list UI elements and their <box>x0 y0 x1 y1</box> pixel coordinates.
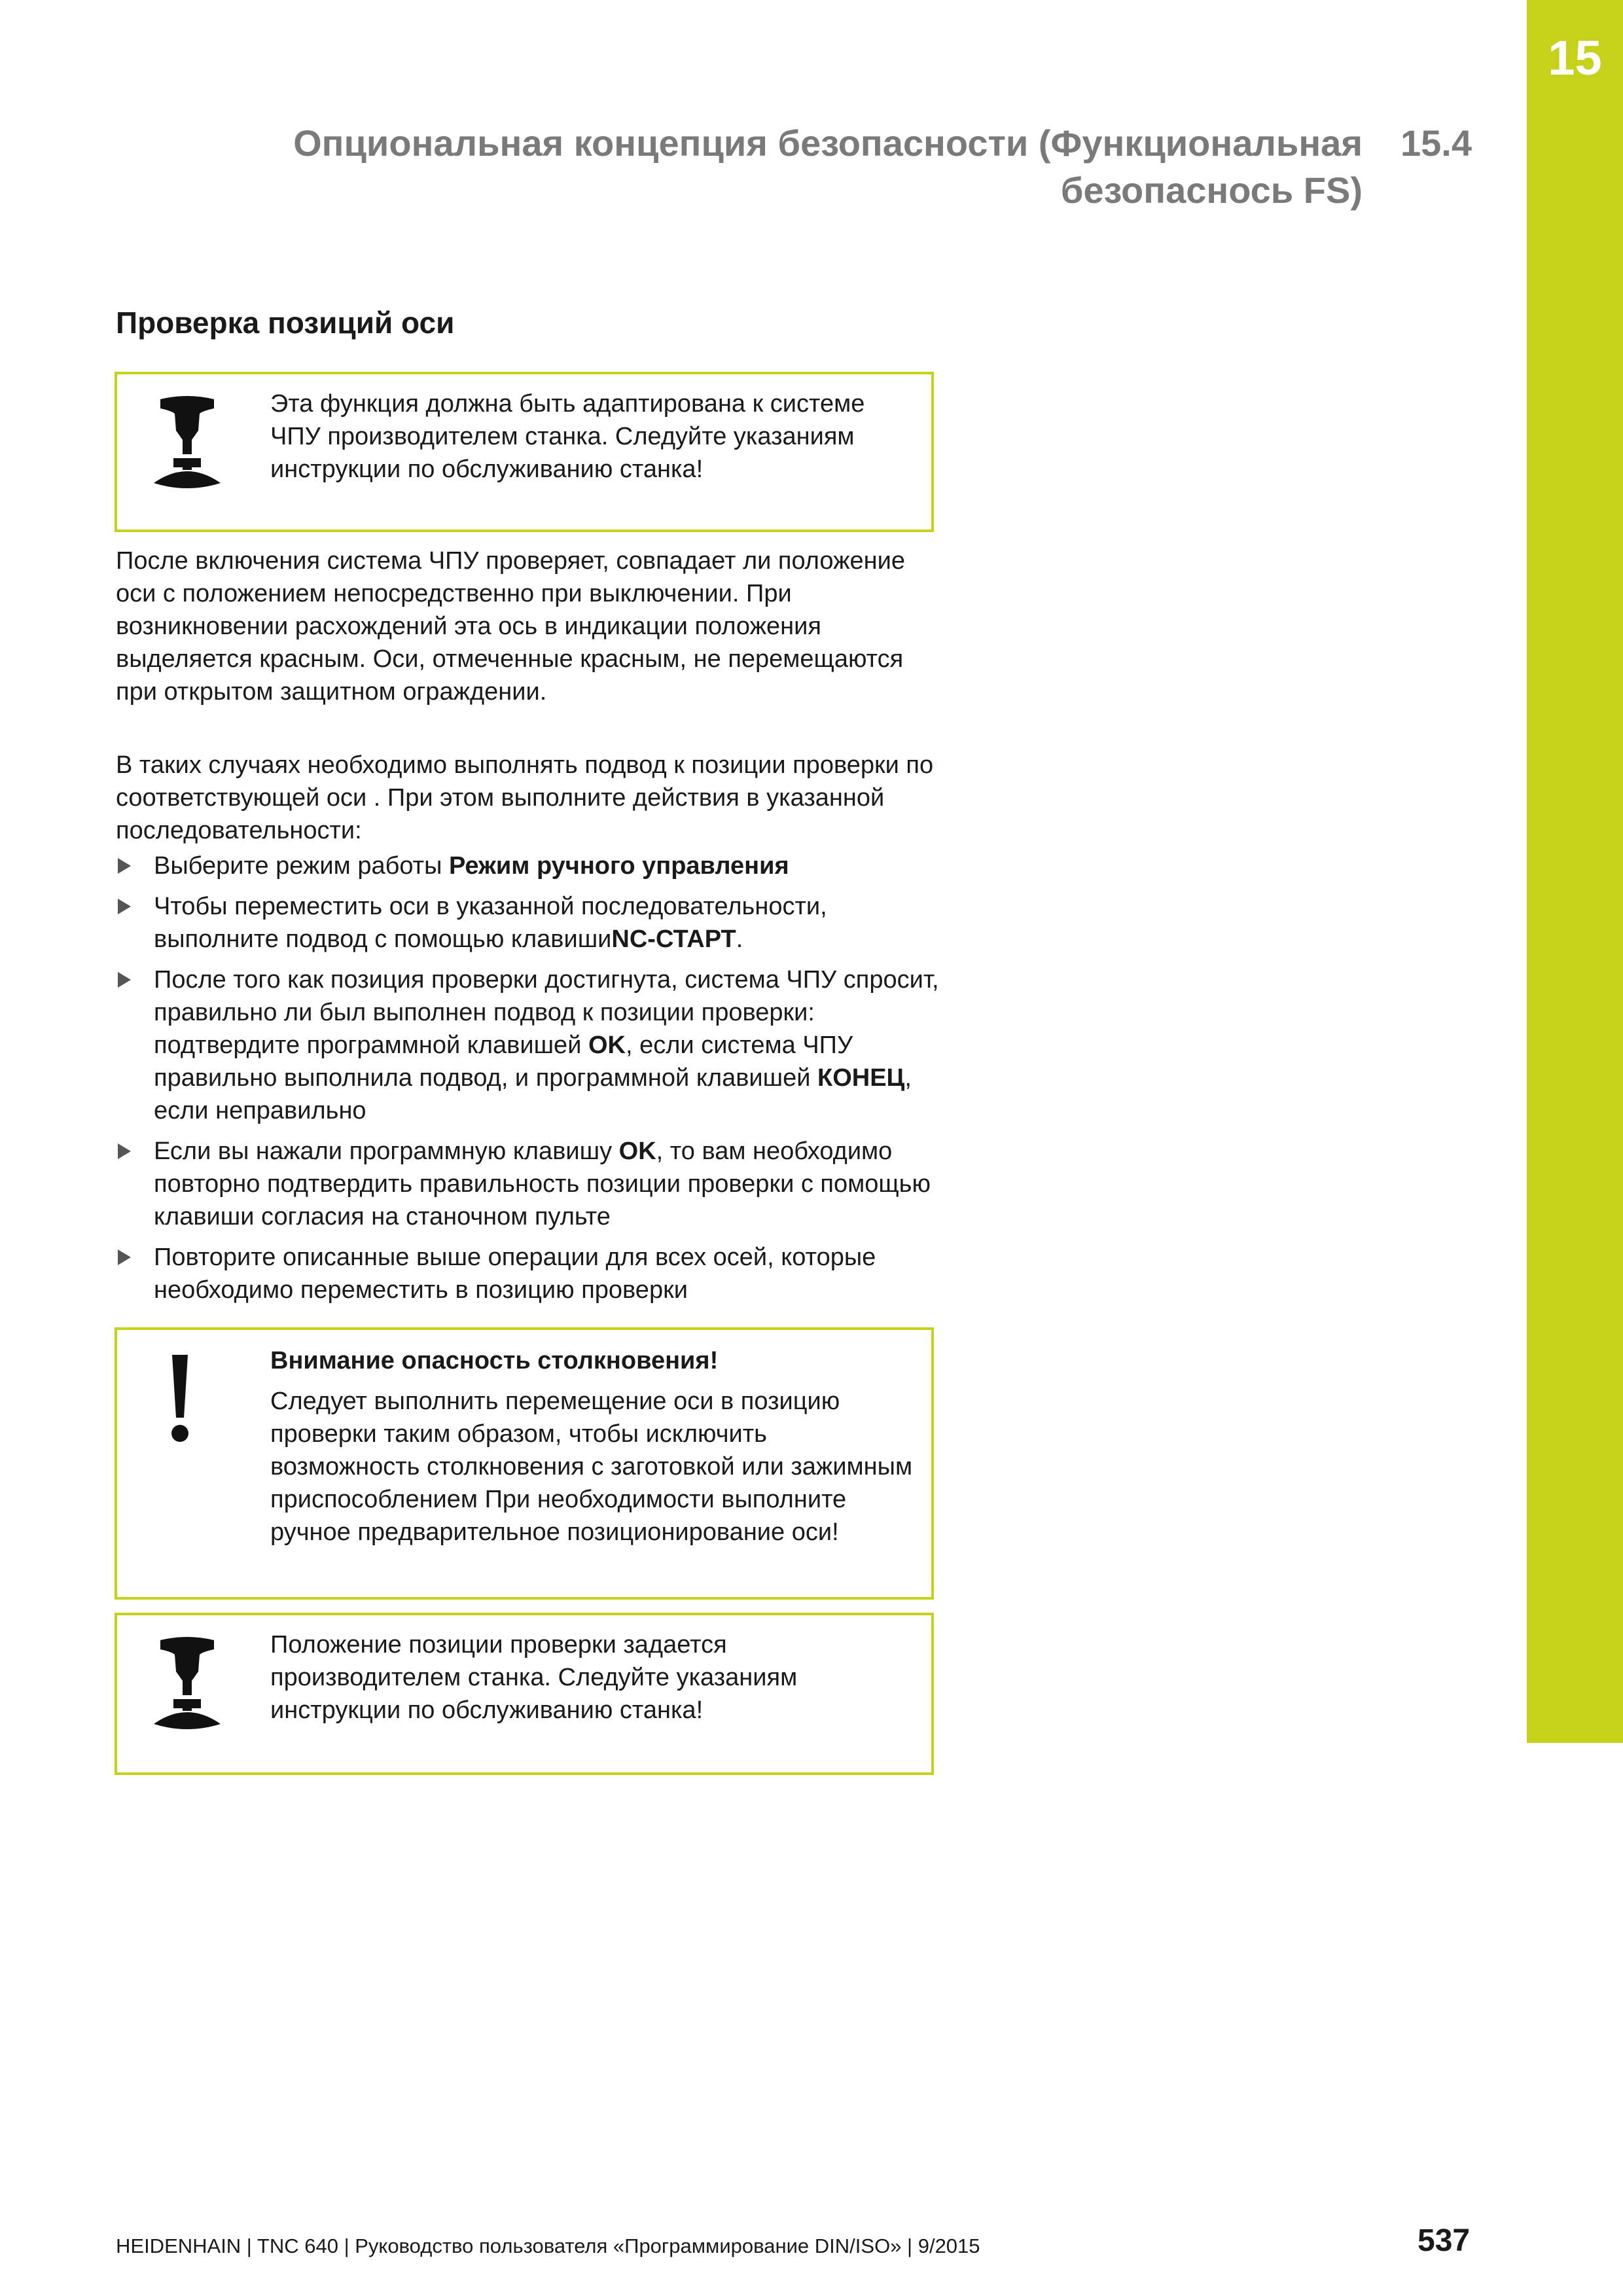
machine-tool-icon <box>151 394 223 499</box>
triangle-bullet-icon <box>118 1249 131 1265</box>
paragraph-1: После включения система ЧПУ проверяет, совпадает ли положение оси с положением непосредственно при выключении. При возникновении расхождений эта ось в индикации положения выделяется красным. Оси, отмеченные красным, не перемещаются при открытом защитном ограждении. <box>116 547 905 706</box>
warning-text: Следует выполнить перемещение оси в позицию проверки таким образом, чтобы исключить возможность столкновения с заготовкой или зажимным приспособлением При необходимости выполните ручное предварительное позиционирование оси! <box>270 1388 913 1546</box>
list-item: Выберите режим работы Режим ручного управления <box>116 850 942 882</box>
section-number: 15.4 <box>1400 122 1472 164</box>
header-title-line1: Опциональная концепция безопасности (Функциональная <box>293 122 1363 164</box>
triangle-bullet-icon <box>118 972 131 988</box>
list-item: После того как позиция проверки достигнута, система ЧПУ спросит, правильно ли был выполнен подвод к позиции проверки: подтвердите программной клавишей OK, если система ЧПУ правильно выполнила подвод, и программной клавишей КОНЕЦ, если неправильно <box>116 963 942 1127</box>
machine-tool-icon <box>151 1635 223 1740</box>
triangle-bullet-icon <box>118 899 131 914</box>
triangle-bullet-icon <box>118 1143 131 1159</box>
list-item: Если вы нажали программную клавишу OK, то вам необходимо повторно подтвердить правильность позиции проверки с помощью клавиши согласия на станочном пульте <box>116 1135 942 1233</box>
machine-note-box <box>115 372 934 532</box>
machine-note-box <box>115 1613 934 1775</box>
exclamation-icon <box>160 1350 200 1454</box>
step-list <box>116 850 942 1314</box>
list-item: Чтобы переместить оси в указанной последовательности, выполните подвод с помощью клавишиNC-СТАРТ. <box>116 890 942 956</box>
paragraph-2: В таких случаях необходимо выполнять подвод к позиции проверки по соответствующей оси . При этом выполните действия в указанной последовательности: <box>116 751 934 844</box>
triangle-bullet-icon <box>118 858 131 874</box>
section-heading: Проверка позиций оси <box>116 306 455 340</box>
footer-text: HEIDENHAIN | TNC 640 | Руководство пользователя «Программирование DIN/ISO» | 9/2015 <box>116 2234 980 2257</box>
note-text: Эта функция должна быть адаптирована к системе ЧПУ производителем станка. Следуйте указаниям инструкции по обслуживанию станка! <box>270 390 865 483</box>
list-item: Повторите описанные выше операции для всех осей, которые необходимо переместить в позицию проверки <box>116 1241 942 1306</box>
header-title-line2: безопаснось FS) <box>1060 170 1363 211</box>
chapter-tab <box>1527 0 1623 1743</box>
running-header-title <box>119 120 1363 214</box>
warning-box <box>115 1327 934 1600</box>
warning-title: Внимание опасность столкновения! <box>270 1347 719 1374</box>
note-text: Положение позиции проверки задается производителем станка. Следуйте указаниям инструкции по обслуживанию станка! <box>270 1631 798 1724</box>
page-number: 537 <box>1418 2223 1471 2258</box>
chapter-number: 15 <box>1548 31 1602 85</box>
